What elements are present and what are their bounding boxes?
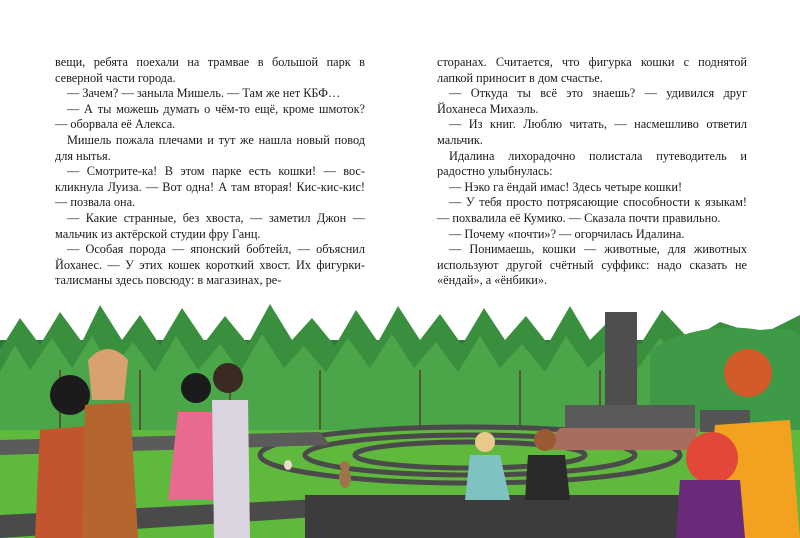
paragraph: — Нэко га ёндай имас! Здесь четыре кошки! — [449, 179, 683, 194]
park-illustration — [0, 296, 800, 538]
left-page-text — [55, 55, 365, 289]
paragraph: — Особая порода — японский бобтейл, — объяснил Йоханес. — У этих кошек короткий хвост. Их фигурки-талисманы здесь повсюду: в магазинах, ре- — [55, 242, 365, 288]
stone-wall — [305, 495, 705, 538]
paragraph: — Почему «почти»? — огорчилась Идалина. — [449, 226, 685, 241]
paragraph: — Какие странные, без хвоста, — заметил Джон — мальчик из актёрской студии фру Ганц. — [55, 210, 365, 241]
right-page-text — [437, 55, 747, 289]
paragraph: — А ты можешь думать о чём-то ещё, кроме шмоток? — оборвала её Алекса. — [55, 101, 365, 132]
paragraph: — Зачем? — заныла Мишель. — Там же нет КБФ… — [67, 86, 341, 101]
paragraph: Мишель пожала плечами и тут же нашла новый повод для нытья. — [55, 132, 365, 163]
paragraph: Идалина лихорадочно полистала путеводитель и радостно улыбнулась: — [437, 148, 747, 179]
paragraph: вещи, ребята поехали на трамвае в большой парк в северной части города. — [55, 55, 365, 85]
paragraph: — Из книг. Люблю читать, — насмешливо ответил мальчик. — [437, 117, 747, 147]
paragraph: — У тебя просто потрясающие способности к языкам! — похвалила её Кумико. — Сказала почти правильно. — [437, 195, 747, 225]
paragraph: сторанах. Считается, что фигурка кошки с поднятой лапкой приносит в дом счастье. — [437, 55, 747, 85]
paragraph: — Откуда ты всё это знаешь? — удивился друг Йоханеса Михаэль. — [437, 86, 747, 116]
paragraph: — Понимаешь, кошки — животные, для животных используют другой счётный суффикс: надо сказать не «ёндай», а «ёнбики». — [437, 242, 747, 288]
paragraph: — Смотрите-ка! В этом парке есть кошки! — воскликнула Луиза. — Вот одна! А там вторая! Кис-кис-кис! — позвала она. — [55, 164, 365, 210]
